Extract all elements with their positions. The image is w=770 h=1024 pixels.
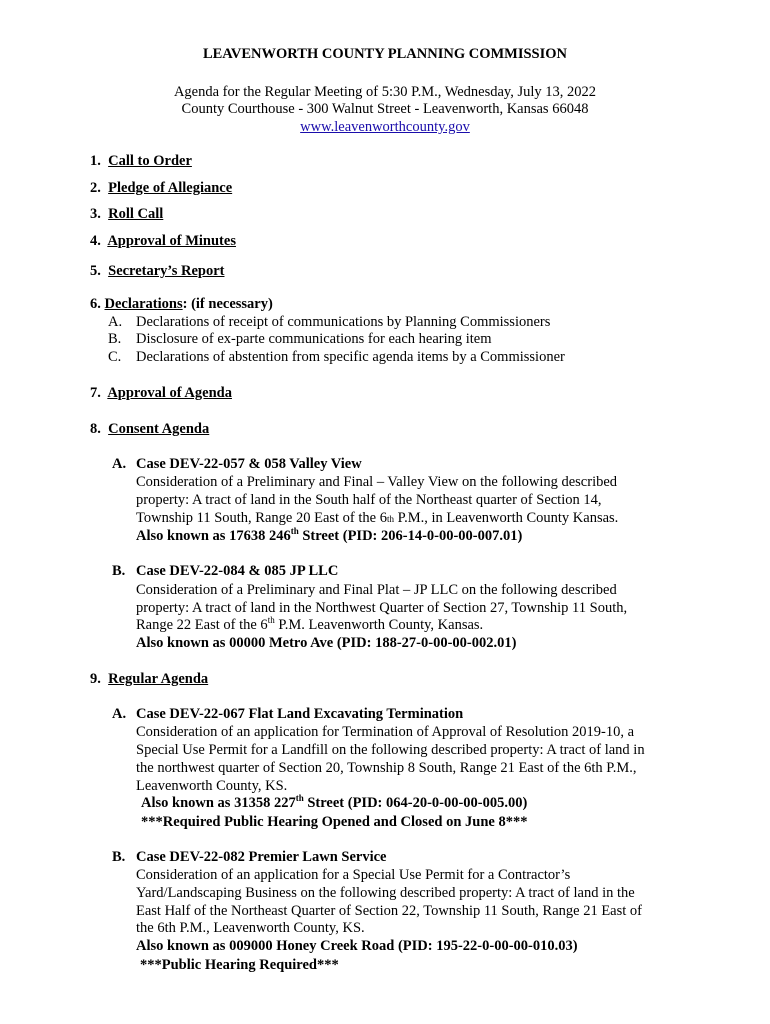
- ordinal-suffix: th: [267, 615, 275, 626]
- item-label: Secretary’s Report: [108, 263, 225, 279]
- regular-case-a-line-3: the northwest quarter of Section 20, Township 8 South, Range 21 East of the 6th P.M.,: [136, 760, 637, 776]
- declaration-sub-a: [108, 314, 550, 332]
- agenda-item-call-to-order: [90, 153, 192, 171]
- declaration-sub-c: [108, 349, 565, 367]
- consent-case-a-address: [136, 528, 522, 546]
- document-title: LEAVENWORTH COUNTY PLANNING COMMISSION: [202, 46, 568, 62]
- agenda-item-pledge: [90, 180, 232, 198]
- regular-case-a-line-2: Special Use Permit for a Landfill on the following described property: A tract of land in: [136, 742, 645, 758]
- ordinal-suffix: th: [290, 526, 299, 537]
- ordinal-suffix: th: [386, 514, 394, 524]
- case-title: Case DEV-22-067 Flat Land Excavating Termination: [136, 706, 464, 722]
- sub-text: Declarations of receipt of communications by Planning Commissioners: [136, 314, 551, 330]
- item-number: 7.: [90, 385, 101, 401]
- agenda-item-approval-of-minutes: [90, 233, 236, 251]
- text-part: Also known as 17638 246: [136, 528, 291, 544]
- consent-case-b-heading: [112, 563, 338, 581]
- regular-case-a-address: [141, 795, 527, 813]
- agenda-item-roll-call: [90, 206, 163, 224]
- item-number: 4.: [90, 233, 101, 249]
- website-link[interactable]: www.leavenworthcounty.gov: [300, 119, 470, 135]
- item-number: 5.: [90, 263, 101, 279]
- case-letter: A.: [112, 456, 127, 472]
- item-number: 2.: [90, 180, 101, 196]
- item-label: Approval of Minutes: [107, 233, 236, 249]
- case-title: Case DEV-22-057 & 058 Valley View: [136, 456, 362, 472]
- regular-case-b-line-3: East Half of the Northeast Quarter of Section 22, Township 11 South, Range 21 East of: [136, 903, 642, 919]
- text-part: P.M., in Leavenworth County Kansas.: [393, 510, 619, 526]
- website-line: [0, 119, 770, 137]
- item-label: Pledge of Allegiance: [108, 180, 233, 196]
- text-part: Township 11 South, Range 20 East of the 6: [136, 510, 387, 526]
- consent-case-b-line-2: property: A tract of land in the Northwest Quarter of Section 27, Township 11 South,: [136, 600, 628, 616]
- agenda-item-consent-agenda: [90, 421, 209, 439]
- item-label: Approval of Agenda: [107, 385, 232, 401]
- regular-case-a-line-4: Leavenworth County, KS.: [136, 778, 288, 794]
- consent-case-a-line-1: Consideration of a Preliminary and Final – Valley View on the following described: [136, 474, 618, 490]
- regular-case-b-hearing-note: ***Public Hearing Required***: [140, 957, 339, 973]
- regular-case-b-line-4: the 6th P.M., Leavenworth County, KS.: [136, 920, 365, 936]
- item-label: Roll Call: [108, 206, 164, 222]
- sub-letter: C.: [108, 349, 122, 365]
- item-label: Regular Agenda: [108, 671, 209, 687]
- text-part: Street (PID: 206-14-0-00-00-007.01): [298, 528, 523, 544]
- agenda-item-regular-agenda: [90, 671, 208, 689]
- ordinal-suffix: th: [295, 793, 304, 804]
- regular-case-a-hearing-note: ***Required Public Hearing Opened and Closed on June 8***: [141, 814, 528, 830]
- regular-case-b-address: Also known as 009000 Honey Creek Road (PID: 195-22-0-00-00-010.03): [136, 938, 578, 954]
- consent-case-a-heading: [112, 456, 362, 474]
- consent-case-b-line-3: [136, 617, 483, 635]
- item-number: 6.: [90, 296, 101, 312]
- agenda-item-approval-of-agenda: [90, 385, 232, 403]
- sub-letter: B.: [108, 331, 122, 347]
- case-title: Case DEV-22-082 Premier Lawn Service: [136, 849, 387, 865]
- regular-case-a-heading: [112, 706, 463, 724]
- item-number: 8.: [90, 421, 101, 437]
- regular-case-b-line-1: Consideration of an application for a Special Use Permit for a Contractor’s: [136, 867, 571, 883]
- agenda-item-secretary-report: [90, 263, 224, 281]
- item-label: Call to Order: [108, 153, 192, 169]
- sub-text: Declarations of abstention from specific agenda items by a Commissioner: [136, 349, 565, 365]
- sub-text: Disclosure of ex-parte communications for each hearing item: [136, 331, 492, 347]
- item-label: Consent Agenda: [108, 421, 210, 437]
- item-suffix: : (if necessary): [182, 296, 273, 312]
- meeting-time-line: Agenda for the Regular Meeting of 5:30 P.M., Wednesday, July 13, 2022: [173, 84, 597, 100]
- text-part: Also known as 31358 227: [141, 795, 296, 811]
- meeting-location-line: County Courthouse - 300 Walnut Street - Leavenworth, Kansas 66048: [181, 101, 589, 117]
- item-number: 3.: [90, 206, 101, 222]
- regular-case-b-heading: [112, 849, 386, 867]
- item-number: 9.: [90, 671, 101, 687]
- text-part: Street (PID: 064-20-0-00-00-005.00): [303, 795, 528, 811]
- declaration-sub-b: [108, 331, 492, 349]
- text-part: Range 22 East of the 6: [136, 617, 268, 633]
- item-label: Declarations: [104, 296, 183, 312]
- case-letter: B.: [112, 849, 126, 865]
- consent-case-b-line-1: Consideration of a Preliminary and Final Plat – JP LLC on the following described: [136, 582, 617, 598]
- case-letter: A.: [112, 706, 127, 722]
- agenda-item-declarations: [90, 296, 273, 314]
- consent-case-a-line-2: property: A tract of land in the South half of the Northeast quarter of Section 14,: [136, 492, 602, 508]
- case-letter: B.: [112, 563, 126, 579]
- consent-case-b-address: Also known as 00000 Metro Ave (PID: 188-27-0-00-00-002.01): [136, 635, 517, 651]
- consent-case-a-line-3: [136, 510, 618, 528]
- text-part: P.M. Leavenworth County, Kansas.: [274, 617, 484, 633]
- case-title: Case DEV-22-084 & 085 JP LLC: [136, 563, 339, 579]
- sub-letter: A.: [108, 314, 123, 330]
- item-number: 1.: [90, 153, 101, 169]
- regular-case-a-line-1: Consideration of an application for Termination of Approval of Resolution 2019-10, a: [136, 724, 635, 740]
- regular-case-b-line-2: Yard/Landscaping Business on the following described property: A tract of land in the: [136, 885, 635, 901]
